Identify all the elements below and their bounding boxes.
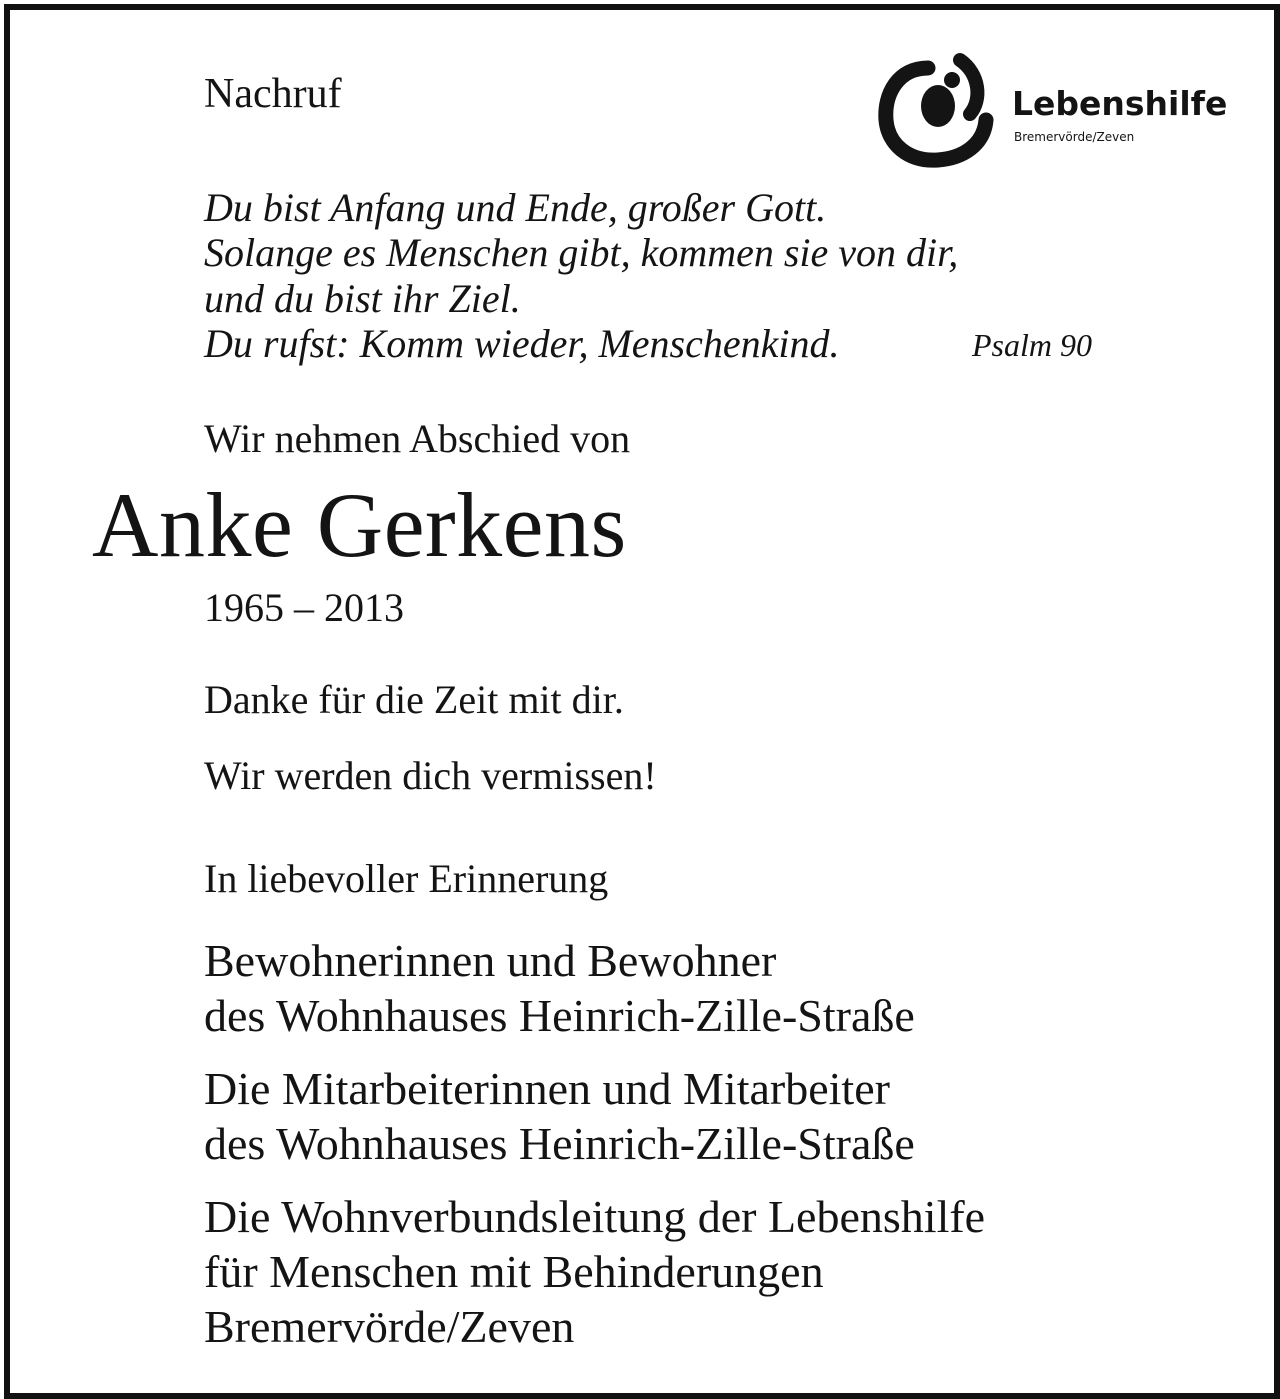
verse-source: Psalm 90 — [972, 327, 1092, 363]
verse-line: Du rufst: Komm wieder, Menschenkind. — [204, 321, 840, 366]
life-dates: 1965 – 2013 — [204, 585, 404, 630]
signatory-line: des Wohnhauses Heinrich-Zille-Straße — [204, 990, 915, 1041]
signatory-line: Bewohnerinnen und Bewohner — [204, 935, 777, 986]
verse-line: Solange es Menschen gibt, kommen sie von dir, — [204, 230, 959, 275]
thanks-line: Wir werden dich vermissen! — [204, 753, 657, 798]
verse-line: und du bist ihr Ziel. — [204, 276, 521, 321]
organization-logo — [868, 44, 1238, 174]
signatory-line: Die Mitarbeiterinnen und Mitarbeiter — [204, 1063, 890, 1114]
signatory-line: des Wohnhauses Heinrich-Zille-Straße — [204, 1118, 915, 1169]
signatory-line: Die Wohnverbundsleitung der Lebenshilfe — [204, 1191, 986, 1242]
signatory-line: für Menschen mit Behinderungen — [204, 1246, 824, 1297]
obituary-notice — [4, 4, 1280, 1399]
farewell-intro: Wir nehmen Abschied von — [204, 416, 631, 461]
logo-subtitle: Bremervörde/Zeven — [1014, 130, 1135, 144]
memory-line: In liebevoller Erinnerung — [204, 856, 609, 901]
verse-line: Du bist Anfang und Ende, großer Gott. — [204, 185, 827, 230]
logo-wordmark: Lebenshilfe — [1012, 84, 1228, 123]
deceased-name: Anke Gerkens — [92, 474, 627, 576]
notice-heading: Nachruf — [204, 71, 342, 117]
signatory-line: Bremervörde/Zeven — [204, 1301, 575, 1352]
lebenshilfe-logo-icon — [868, 44, 1004, 174]
thanks-line: Danke für die Zeit mit dir. — [204, 677, 624, 722]
